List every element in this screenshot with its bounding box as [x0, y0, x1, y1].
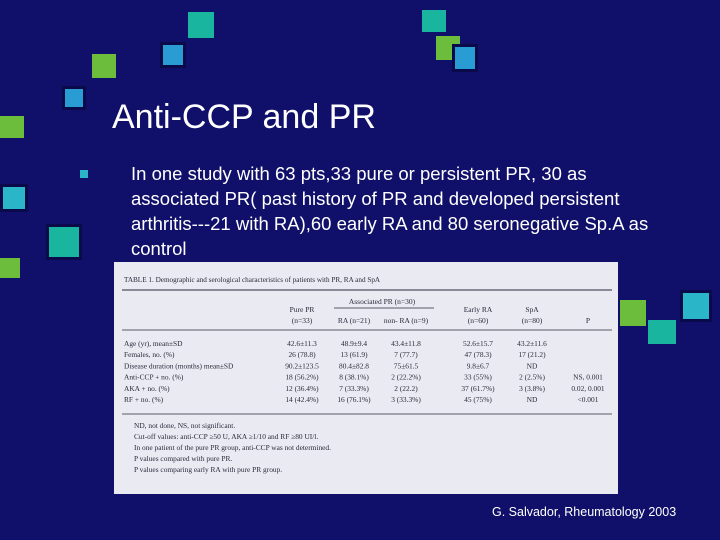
table-column-sub: (n=80)	[521, 316, 543, 325]
deco-square	[452, 44, 478, 72]
table-cell: 48.9±9.4	[340, 339, 368, 348]
bullet-marker	[80, 170, 88, 178]
table-row-label: RF + no. (%)	[124, 395, 164, 404]
table-cell: 7 (33.3%)	[339, 383, 369, 393]
bullet-text: In one study with 63 pts,33 pure or persistent PR, 30 as associated PR( past history of PR and developed persistent arthritis---21 with RA),60 early RA and 80 seronegative Sp.A as control	[131, 163, 649, 259]
table-cell: <0.001	[577, 395, 599, 404]
deco-square	[648, 320, 676, 344]
deco-square	[680, 290, 712, 322]
table-cell: 75±61.5	[393, 361, 419, 371]
deco-square	[0, 116, 24, 138]
table-footnote: P values comparing early RA with pure PR group.	[134, 465, 283, 474]
deco-square	[620, 300, 646, 326]
table-column-header: P	[585, 316, 591, 325]
table-figure	[114, 262, 618, 494]
table-cell: 2 (22.2%)	[391, 372, 421, 382]
table-column-header: SpA	[525, 305, 539, 314]
table-cell: 7 (77.7)	[394, 350, 418, 360]
table-cell: 3 (3.8%)	[519, 383, 545, 393]
table-cell: 9.8±6.7	[466, 361, 490, 371]
table-row-label: Females, no. (%)	[124, 350, 175, 360]
table-cell: 47 (78.3)	[464, 350, 492, 360]
table-column-header: Early RA	[463, 305, 493, 314]
table-cell: 45 (75%)	[464, 395, 492, 404]
table-footnote: Cut-off values: anti-CCP ≥50 U, AKA ≥1/10 and RF ≥80 UI/l.	[134, 432, 319, 441]
table-row-label: AKA + no. (%)	[124, 383, 170, 393]
deco-square	[92, 54, 116, 78]
table-cell: 90.2±123.5	[285, 361, 319, 371]
table-cell: 26 (78.8)	[288, 350, 316, 360]
table-cell: 14 (42.4%)	[285, 395, 319, 404]
slide-title: Anti-CCP and PR	[112, 98, 376, 136]
table-footnote: In one patient of the pure PR group, anti-CCP was not determined.	[134, 443, 331, 452]
table-cell: NS, 0.001	[573, 372, 603, 382]
deco-square	[0, 258, 20, 278]
table-cell: 2 (2.5%)	[519, 372, 545, 382]
deco-square	[62, 86, 86, 110]
table-row-label: Disease duration (months) mean±SD	[124, 361, 234, 371]
table-cell: ND	[526, 395, 538, 404]
table-cell: 18 (56.2%)	[285, 372, 319, 382]
table-row-label: Age (yr), mean±SD	[124, 339, 183, 348]
table-caption: TABLE 1. Demographic and serological characteristics of patients with PR, RA and SpA	[124, 276, 381, 284]
citation-credit: G. Salvador, Rheumatology 2003	[492, 505, 677, 519]
table-cell: 0.02, 0.001	[571, 383, 605, 393]
table-row-label: Anti-CCP + no. (%)	[124, 372, 184, 382]
table-footnote: P values compared with pure PR.	[134, 454, 233, 463]
table-cell: 43.4±11.8	[391, 339, 421, 348]
table-column-header: RA (n=21)	[337, 316, 371, 325]
deco-square	[0, 184, 28, 212]
table-column-sub: (n=33)	[291, 316, 313, 325]
table-cell: 8 (38.1%)	[339, 372, 369, 382]
deco-square	[46, 224, 82, 260]
deco-square	[422, 10, 446, 32]
table-column-sub: (n=60)	[467, 316, 489, 325]
table-column-header: Pure PR	[289, 305, 315, 314]
table-cell: 13 (61.9)	[340, 350, 368, 360]
table-cell: 52.6±15.7	[463, 339, 493, 348]
table-cell: 3 (33.3%)	[391, 395, 421, 404]
table-cell: 37 (61.7%)	[461, 383, 495, 393]
table-cell: 17 (21.2)	[518, 350, 546, 360]
table-column-header: non- RA (n=9)	[383, 316, 429, 325]
table-cell: 33 (55%)	[464, 372, 492, 382]
table-footnote: ND, not done, NS, not significant.	[134, 421, 236, 430]
table-cell: 12 (36.4%)	[285, 383, 319, 393]
table-cell: ND	[526, 361, 538, 371]
table-scan	[114, 262, 618, 494]
table-cell: 2 (22.2)	[394, 383, 418, 393]
deco-square	[188, 12, 214, 38]
table-group-header: Associated PR (n=30)	[348, 297, 416, 306]
table-cell: 16 (76.1%)	[337, 395, 371, 404]
deco-square	[160, 42, 186, 68]
table-cell: 80.4±82.8	[339, 361, 369, 371]
table-cell: 43.2±11.6	[517, 339, 547, 348]
table-cell: 42.6±11.3	[287, 339, 317, 348]
